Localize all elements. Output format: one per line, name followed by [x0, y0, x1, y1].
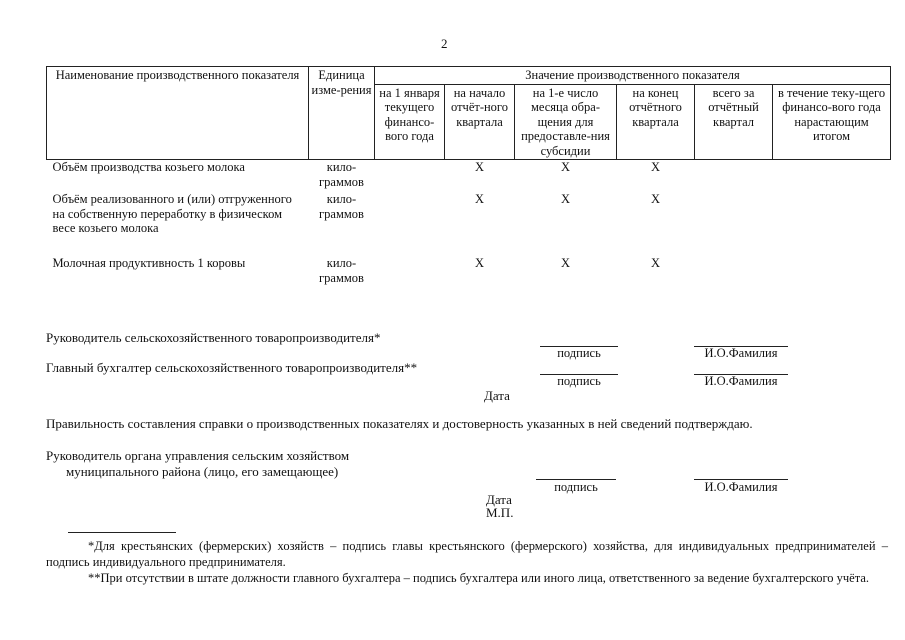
cell-value: Х	[560, 192, 571, 206]
subheader-quarter-start: на начало отчёт-ного квартала	[445, 84, 515, 160]
row-name: Молочная продуктивность 1 коровы	[52, 256, 246, 270]
date-label: Дата	[486, 492, 512, 507]
name-caption: И.О.Фамилия	[704, 374, 778, 388]
subheader-jan1: на 1 января текущего финансо-вого года	[375, 84, 445, 160]
subheader-quarter-total: всего за отчётный квартал	[695, 84, 773, 160]
row-unit: кило-граммов	[319, 160, 364, 189]
name-caption: И.О.Фамилия	[704, 346, 778, 360]
confirmation-text: Правильность составления справки о производственных показателях и достоверность указанных в ней сведений подтверждаю.	[46, 416, 753, 431]
cell-value: Х	[650, 256, 661, 270]
cell-value: Х	[650, 160, 661, 174]
footnote-1: *Для крестьянских (фермерских) хозяйств – подпись главы крестьянского (фермерского) хозяйства, для индивидуальных предпринимателей – подпись индивидуального предпринимателя.	[46, 539, 888, 569]
cell-value: Х	[474, 160, 485, 174]
cell-value	[695, 256, 773, 288]
seal-label: М.П.	[486, 505, 514, 520]
subheader-quarter-end: на конец отчётного квартала	[617, 84, 695, 160]
cell-value: Х	[474, 256, 485, 270]
table-row	[47, 256, 891, 288]
head-of-producer-label: Руководитель сельскохозяйственного товаропроизводителя*	[46, 330, 381, 345]
header-unit: Единица изме-рения	[309, 67, 375, 160]
date-label: Дата	[484, 388, 510, 403]
cell-value: Х	[560, 256, 571, 270]
cell-value	[773, 160, 891, 193]
row-unit: кило-граммов	[319, 256, 364, 285]
cell-value	[773, 256, 891, 288]
cell-value: Х	[474, 192, 485, 206]
header-indicator-name: Наименование производственного показателя	[47, 67, 309, 160]
name-caption: И.О.Фамилия	[704, 480, 778, 494]
footnote-separator	[68, 532, 176, 533]
cell-value	[773, 192, 891, 256]
subheader-month-first: на 1-е число месяца обра-щения для предоставле-ния субсидии	[515, 84, 617, 160]
footnote-2: **При отсутствии в штате должности главного бухгалтера – подпись бухгалтера или иного лица, ответственного за ведение бухгалтерского учёта.	[88, 571, 870, 585]
municipal-head-label-line1: Руководитель органа управления сельским хозяйством	[46, 448, 350, 463]
cell-value	[375, 192, 445, 256]
cell-value: Х	[560, 160, 571, 174]
subheader-year-cumulative: в течение теку-щего финансо-вого года нарастающим итогом	[773, 84, 891, 160]
row-name: Объём производства козьего молока	[52, 160, 245, 174]
cell-value: Х	[650, 192, 661, 206]
header-indicator-value: Значение производственного показателя	[375, 67, 891, 85]
row-unit: кило-граммов	[319, 192, 364, 221]
cell-value	[695, 192, 773, 256]
signature-caption: подпись	[557, 374, 601, 388]
cell-value	[375, 256, 445, 288]
cell-value	[375, 160, 445, 193]
table-row	[47, 192, 891, 256]
chief-accountant-label: Главный бухгалтер сельскохозяйственного товаропроизводителя**	[46, 360, 418, 375]
signature-caption: подпись	[554, 480, 598, 494]
row-name: Объём реализованного и (или) отгруженного на собственную переработку в физическом весе козьего молока	[52, 192, 292, 235]
cell-value	[695, 160, 773, 193]
municipal-head-label-line2: муниципального района (лицо, его замещающее)	[66, 464, 339, 479]
indicators-table	[46, 66, 891, 288]
signature-caption: подпись	[557, 346, 601, 360]
table-row	[47, 160, 891, 193]
page-number: 2	[441, 36, 448, 51]
